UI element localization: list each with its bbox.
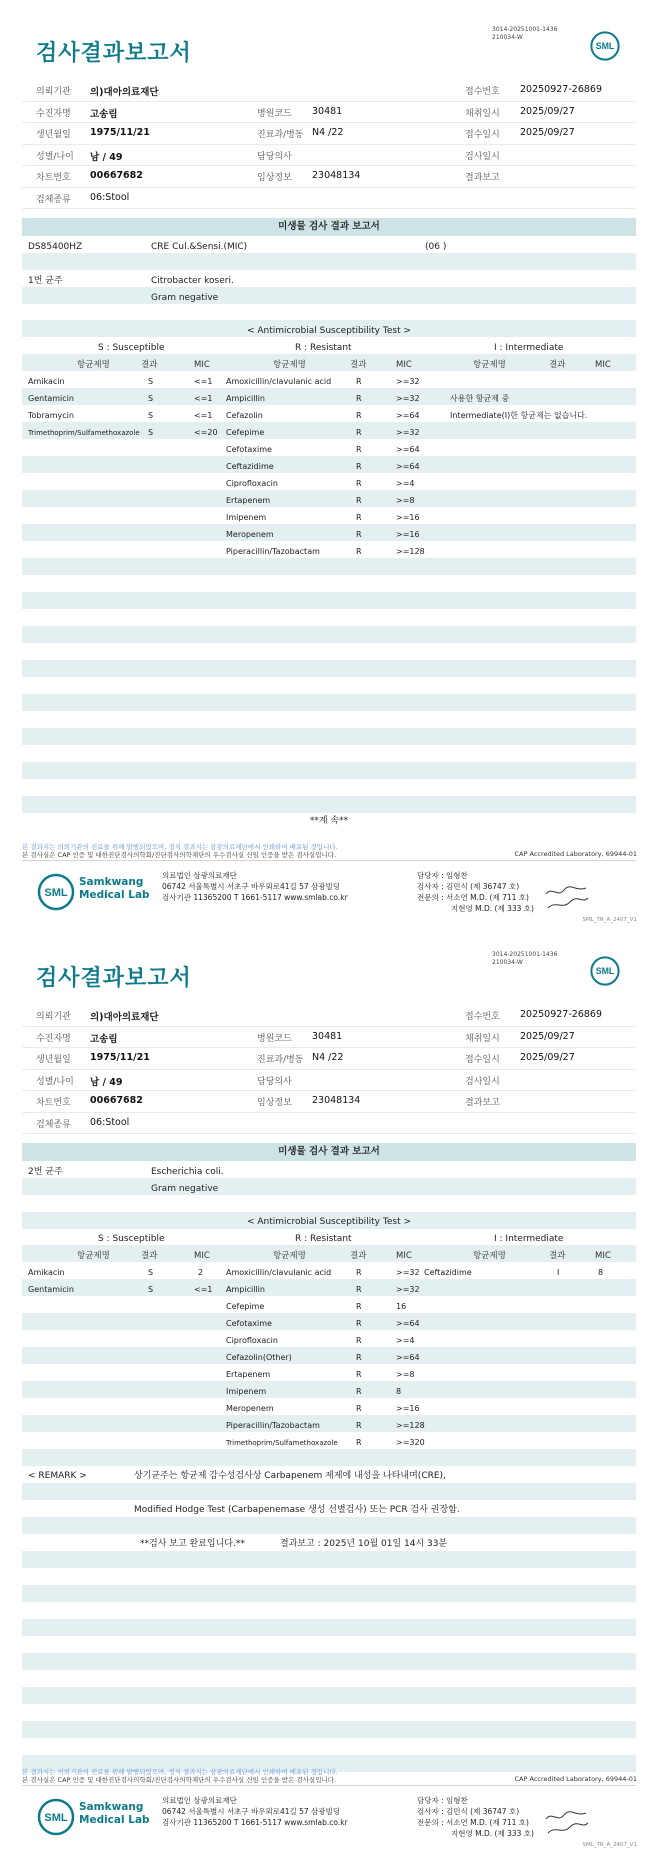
test-name: CRE Cul.&Sensi.(MIC) xyxy=(151,242,248,252)
department: N4 /22 xyxy=(312,1052,344,1063)
drug-mic: >=320 xyxy=(396,1438,425,1447)
drug-name: Cefepime xyxy=(226,428,265,437)
col-header-result: 결과 xyxy=(350,1251,367,1261)
remark-label: < REMARK > xyxy=(28,1471,87,1481)
receipt-number: 20250927-26869 xyxy=(520,84,603,95)
drug-mic: <=1 xyxy=(194,394,213,403)
ast-legend-s: S : Susceptible xyxy=(98,1234,165,1244)
label: 담당의사 xyxy=(257,151,292,162)
drug-name: Trimethoprim/Sulfamethoxazole xyxy=(28,429,140,437)
label: 접수번호 xyxy=(465,1012,500,1022)
sml-lab-logo-icon xyxy=(36,872,76,912)
department: N4 /22 xyxy=(312,127,344,138)
label: 접수일시 xyxy=(465,1055,500,1065)
drug-result: S xyxy=(148,428,154,437)
drug-result: R xyxy=(356,1285,362,1294)
page-title: 검사결과보고서 xyxy=(36,966,192,991)
drug-mic: >=8 xyxy=(396,496,415,505)
label: 결과보고 xyxy=(465,173,500,183)
drug-result: R xyxy=(356,496,362,505)
staff-line: 전문의 : 서소연 M.D. (제 711 호) xyxy=(417,1818,529,1827)
lab-name-line2: Medical Lab xyxy=(79,889,150,901)
col-header-drug: 항균제명 xyxy=(273,360,306,370)
drug-result: R xyxy=(356,1421,362,1430)
drug-result: R xyxy=(356,513,362,522)
info-row xyxy=(22,145,636,167)
staff-line: 검사자 : 김민식 (제 36747 호) xyxy=(417,882,520,891)
drug-name: Tobramycin xyxy=(28,411,74,420)
label: 차트번호 xyxy=(36,173,71,183)
drug-result: R xyxy=(356,394,362,403)
drug-result: R xyxy=(356,479,362,488)
drug-name: Cefazolin xyxy=(226,411,263,420)
footer xyxy=(22,1787,636,1847)
drug-result: R xyxy=(356,1319,362,1328)
row-band xyxy=(22,1687,636,1704)
drug-name: Ampicillin xyxy=(226,394,265,403)
label: 채취일시 xyxy=(465,1033,500,1044)
drug-result: R xyxy=(356,462,362,471)
requesting-org: 의)대아의료재단 xyxy=(90,1012,159,1023)
row-band xyxy=(22,626,636,643)
drug-name: Gentamicin xyxy=(28,394,74,403)
row-band xyxy=(22,1313,636,1330)
drug-result: R xyxy=(356,1268,362,1277)
lab-address xyxy=(162,870,348,903)
result-time: 결과보고 : 2025년 10월 01일 14시 33분 xyxy=(280,1539,448,1549)
row-band xyxy=(22,1483,636,1500)
label: 진료과/병동 xyxy=(257,130,304,140)
ast-legend-i: I : Intermediate xyxy=(494,343,564,353)
birth-date: 1975/11/21 xyxy=(90,1052,150,1063)
row-band xyxy=(22,1585,636,1602)
drug-result: R xyxy=(356,377,362,386)
row-band xyxy=(22,490,636,507)
chart-number: 00667682 xyxy=(90,170,143,181)
footer-accreditation: 본 검사실은 CAP 인증 및 대한진단검사의학회/진단검사의학재단의 우수검사실 신임 인증을 받은 검사실입니다. xyxy=(22,851,337,859)
label: 담당의사 xyxy=(257,1076,292,1087)
row-band xyxy=(22,1279,636,1296)
organism-label: 1번 균주 xyxy=(28,276,63,286)
drug-result: S xyxy=(148,394,154,403)
drug-result: S xyxy=(148,377,154,386)
svg-text:SML: SML xyxy=(44,887,68,899)
footer xyxy=(22,862,636,922)
col-header-mic: MIC xyxy=(396,1251,412,1261)
row-band xyxy=(22,694,636,711)
drug-mic: 8 xyxy=(598,1268,604,1277)
svg-text:SML: SML xyxy=(44,1812,68,1824)
drug-name: Ciprofloxacin xyxy=(226,1336,278,1345)
drug-name: Cefepime xyxy=(226,1302,265,1311)
drug-mic: >=32 xyxy=(396,1268,420,1277)
note-line: 사용한 항균제 중 xyxy=(450,394,510,403)
drug-name: Amoxicillin/clavulanic acid xyxy=(226,1268,332,1277)
row-band xyxy=(22,728,636,745)
doc-code-line1: 3014-20251001-1436 xyxy=(492,26,558,33)
svg-text:SML: SML xyxy=(595,966,615,977)
info-row xyxy=(22,123,636,145)
row-band xyxy=(22,558,636,575)
row-band xyxy=(22,1653,636,1670)
birth-date: 1975/11/21 xyxy=(90,127,150,138)
col-header-mic: MIC xyxy=(396,360,412,370)
doc-code-line2: 210034-W xyxy=(492,959,523,966)
lab-name xyxy=(79,876,150,902)
doc-code-line2: 210034-W xyxy=(492,34,523,41)
continued-marker: **계 속** xyxy=(309,816,349,826)
address-line: 의료법인 삼광의료재단 xyxy=(162,871,237,880)
row-band xyxy=(22,1347,636,1364)
info-row xyxy=(22,1113,636,1135)
drug-name: Ceftazidime xyxy=(424,1268,472,1277)
drug-name: Ceftazidime xyxy=(226,462,274,471)
drug-result: R xyxy=(356,1353,362,1362)
hospital-code: 30481 xyxy=(312,105,343,117)
drug-result: R xyxy=(356,411,362,420)
drug-result: R xyxy=(356,445,362,454)
drug-name: Ertapenem xyxy=(226,496,271,505)
info-row xyxy=(22,166,636,188)
drug-name: Ampicillin xyxy=(226,1285,265,1294)
cap-accreditation: CAP Accredited Laboratory, 69944-01 xyxy=(514,1775,637,1783)
staff-line: 담당자 : 임형찬 xyxy=(417,871,468,880)
info-row xyxy=(22,188,636,210)
drug-mic: >=16 xyxy=(396,530,420,539)
label: 의뢰기관 xyxy=(36,87,71,97)
drug-result: R xyxy=(356,428,362,437)
drug-mic: >=128 xyxy=(396,547,425,556)
staff-line: 검사자 : 김민식 (제 36747 호) xyxy=(417,1807,520,1816)
drug-mic: >=32 xyxy=(396,394,420,403)
address-line: 06742 서울특별시 서초구 바우뫼로41길 57 삼광빌딩 xyxy=(162,882,341,891)
row-band xyxy=(22,762,636,779)
info-row xyxy=(22,1027,636,1049)
drug-mic: >=4 xyxy=(396,479,415,488)
drug-mic: >=32 xyxy=(396,377,420,386)
info-row xyxy=(22,1048,636,1070)
drug-mic: 8 xyxy=(396,1387,402,1396)
col-header-result: 결과 xyxy=(549,1251,566,1261)
page-title: 검사결과보고서 xyxy=(36,41,192,66)
lab-name-line1: Samkwang xyxy=(79,1801,144,1813)
drug-result: R xyxy=(356,1336,362,1345)
collection-date: 2025/09/27 xyxy=(520,1030,575,1042)
organism-label: 2번 균주 xyxy=(28,1167,63,1177)
row-band xyxy=(22,660,636,677)
drug-name: Trimethoprim/Sulfamethoxazole xyxy=(226,1439,338,1447)
drug-name: Cefazolin(Other) xyxy=(226,1353,292,1362)
row-band xyxy=(22,1619,636,1636)
receipt-number: 20250927-26869 xyxy=(520,1009,603,1020)
label: 진료과/병동 xyxy=(257,1055,304,1065)
label: 생년월일 xyxy=(36,130,71,140)
drug-result: R xyxy=(356,1387,362,1396)
address-line: 의료법인 삼광의료재단 xyxy=(162,1796,237,1805)
label: 검사일시 xyxy=(465,1076,500,1087)
doc-code xyxy=(492,26,557,42)
drug-name: Amikacin xyxy=(28,1268,65,1277)
patient-name: 고송림 xyxy=(90,1033,118,1045)
drug-result: S xyxy=(148,411,154,420)
col-header-mic: MIC xyxy=(595,1251,611,1261)
drug-mic: >=64 xyxy=(396,1353,420,1362)
drug-result: I xyxy=(557,1268,560,1277)
sml-lab-logo-icon xyxy=(36,1797,76,1837)
drug-mic: <=1 xyxy=(194,411,213,420)
drug-name: Amikacin xyxy=(28,377,65,386)
ast-title: < Antimicrobial Susceptibility Test > xyxy=(247,1217,411,1227)
gram-stain: Gram negative xyxy=(151,1184,219,1194)
drug-mic: 16 xyxy=(396,1302,407,1311)
row-band xyxy=(22,354,636,371)
patient-info xyxy=(22,1005,636,1134)
drug-result: R xyxy=(356,547,362,556)
address-line: 검사기관 11365200 T 1661-5117 www.smlab.co.kr xyxy=(162,1818,348,1827)
drug-name: Meropenem xyxy=(226,1404,274,1413)
label: 성별/나이 xyxy=(36,151,74,162)
drug-mic: >=32 xyxy=(396,1285,420,1294)
doc-code xyxy=(492,951,557,967)
label: 채취일시 xyxy=(465,108,500,119)
row-band xyxy=(22,388,636,405)
specimen-type: 06:Stool xyxy=(90,191,130,203)
receipt-date: 2025/09/27 xyxy=(520,1052,575,1063)
col-header-mic: MIC xyxy=(194,1251,210,1261)
drug-mic: <=20 xyxy=(194,428,218,437)
chart-number: 00667682 xyxy=(90,1095,143,1106)
report-section-title: 미생물 검사 결과 보고서 xyxy=(22,218,636,236)
lab-staff xyxy=(417,1795,534,1839)
ast-title: < Antimicrobial Susceptibility Test > xyxy=(247,326,411,336)
info-row xyxy=(22,1070,636,1092)
sml-logo-icon xyxy=(589,30,621,62)
footer-disclaimer: 본 결과지는 의뢰기관의 진료를 위해 발행되었으며, 정식 결과지는 삼광의료재단에서 인쇄하여 배포된 것입니다. xyxy=(22,1768,338,1776)
footer-divider xyxy=(22,1785,636,1786)
organism-name: Citrobacter koseri. xyxy=(151,276,234,286)
drug-mic: <=1 xyxy=(194,1285,213,1294)
row-band xyxy=(22,592,636,609)
footer-disclaimer: 본 결과지는 의뢰기관의 진료를 위해 발행되었으며, 정식 결과지는 삼광의료재단에서 인쇄하여 배포된 것입니다. xyxy=(22,843,338,851)
signature-icon xyxy=(542,1807,592,1837)
staff-line: 담당자 : 임형찬 xyxy=(417,1796,468,1805)
info-row xyxy=(22,102,636,124)
collection-date: 2025/09/27 xyxy=(520,105,575,117)
info-row xyxy=(22,1091,636,1113)
row-band xyxy=(22,287,636,304)
col-header-mic: MIC xyxy=(595,360,611,370)
col-header-result: 결과 xyxy=(141,1251,158,1261)
drug-mic: >=16 xyxy=(396,1404,420,1413)
info-row xyxy=(22,1005,636,1027)
ast-legend-r: R : Resistant xyxy=(295,1234,352,1244)
row-band xyxy=(22,1178,636,1195)
label: 검체종류 xyxy=(36,1119,71,1130)
drug-mic: >=8 xyxy=(396,1370,415,1379)
lab-name-line1: Samkwang xyxy=(79,876,144,888)
hospital-code: 30481 xyxy=(312,1030,343,1042)
label: 성별/나이 xyxy=(36,1076,74,1087)
label: 결과보고 xyxy=(465,1098,500,1108)
row-band xyxy=(22,1245,636,1262)
drug-mic: >=64 xyxy=(396,462,420,471)
row-band xyxy=(22,1415,636,1432)
report-section-title: 미생물 검사 결과 보고서 xyxy=(22,1143,636,1161)
drug-result: S xyxy=(148,1285,154,1294)
organism-name: Escherichia coli. xyxy=(151,1167,224,1177)
footer-divider xyxy=(22,860,636,861)
drug-result: R xyxy=(356,1370,362,1379)
report-complete: **검사 보고 완료입니다.** xyxy=(140,1539,245,1549)
row-band xyxy=(22,796,636,813)
label: 수진자명 xyxy=(36,108,71,119)
drug-result: R xyxy=(356,1404,362,1413)
drug-name: Meropenem xyxy=(226,530,274,539)
sex-age: 남 / 49 xyxy=(90,1076,123,1088)
drug-name: Cefotaxime xyxy=(226,1319,272,1328)
row-band xyxy=(22,1381,636,1398)
ast-legend-i: I : Intermediate xyxy=(494,1234,564,1244)
drug-name: Piperacillin/Tazobactam xyxy=(226,547,320,556)
drug-name: Piperacillin/Tazobactam xyxy=(226,1421,320,1430)
address-line: 06742 서울특별시 서초구 바우뫼로41길 57 삼광빌딩 xyxy=(162,1807,341,1816)
col-header-drug: 항균제명 xyxy=(77,360,110,370)
requesting-org: 의)대아의료재단 xyxy=(90,87,159,98)
label: 수진자명 xyxy=(36,1033,71,1044)
drug-result: S xyxy=(148,1268,154,1277)
test-number: (06 ) xyxy=(425,242,447,252)
doc-code-line1: 3014-20251001-1436 xyxy=(492,951,558,958)
staff-line: 전문의 : 서소연 M.D. (제 711 호) xyxy=(417,893,529,902)
label: 병원코드 xyxy=(257,108,292,119)
patient-info xyxy=(22,80,636,209)
col-header-mic: MIC xyxy=(194,360,210,370)
remark-line: Modified Hodge Test (Carbapenemase 생성 선별검사) 또는 PCR 검사 권장함. xyxy=(134,1505,460,1515)
patient-name: 고송림 xyxy=(90,108,118,120)
drug-mic: >=4 xyxy=(396,1336,415,1345)
note-line: Intermediate(I)한 항균제는 없습니다. xyxy=(450,411,588,420)
lab-address xyxy=(162,1795,348,1828)
row-band xyxy=(22,1449,636,1466)
label: 검사일시 xyxy=(465,151,500,162)
label: 접수번호 xyxy=(465,87,500,97)
form-version: SML_TR_A_2407_V1 xyxy=(582,917,637,923)
drug-result: R xyxy=(356,1302,362,1311)
ast-legend-r: R : Resistant xyxy=(295,343,352,353)
gram-stain: Gram negative xyxy=(151,293,219,303)
footer-accreditation: 본 검사실은 CAP 인증 및 대한진단검사의학회/진단검사의학재단의 우수검사실 신임 인증을 받은 검사실입니다. xyxy=(22,1776,337,1784)
drug-mic: <=1 xyxy=(194,377,213,386)
ast-legend-s: S : Susceptible xyxy=(98,343,165,353)
lab-staff xyxy=(417,870,534,914)
drug-result: R xyxy=(356,1438,362,1447)
lab-name xyxy=(79,1801,150,1827)
label: 차트번호 xyxy=(36,1098,71,1108)
drug-mic: >=64 xyxy=(396,445,420,454)
drug-name: Gentamicin xyxy=(28,1285,74,1294)
remark-line: 상기균주는 항균제 감수성검사상 Carbapenem 제제에 내성을 나타내며(CRE), xyxy=(134,1471,446,1481)
row-band xyxy=(22,253,636,270)
clinical-info: 23048134 xyxy=(312,170,361,181)
row-band xyxy=(22,456,636,473)
row-band xyxy=(22,524,636,541)
drug-name: Imipenem xyxy=(226,513,267,522)
report-page-2 xyxy=(0,925,655,1850)
specimen-type: 06:Stool xyxy=(90,1116,130,1128)
row-band xyxy=(22,1517,636,1534)
drug-name: Ertapenem xyxy=(226,1370,271,1379)
info-row xyxy=(22,80,636,102)
test-code: DS85400HZ xyxy=(28,242,83,252)
svg-text:SML: SML xyxy=(595,41,615,52)
label: 검체종류 xyxy=(36,194,71,205)
label: 임상정보 xyxy=(257,1098,292,1108)
staff-line: 지현영 M.D. (제 333 호) xyxy=(451,1829,534,1838)
drug-mic: >=16 xyxy=(396,513,420,522)
signature-icon xyxy=(542,882,592,912)
drug-name: Amoxicillin/clavulanic acid xyxy=(226,377,332,386)
receipt-date: 2025/09/27 xyxy=(520,127,575,138)
sml-logo-icon xyxy=(589,955,621,987)
row-band xyxy=(22,1551,636,1568)
drug-mic: >=128 xyxy=(396,1421,425,1430)
form-version: SML_TR_A_2407_V1 xyxy=(582,1842,637,1848)
label: 접수일시 xyxy=(465,130,500,140)
row-band xyxy=(22,1721,636,1738)
staff-line: 지현영 M.D. (제 333 호) xyxy=(451,904,534,913)
drug-mic: >=64 xyxy=(396,1319,420,1328)
drug-name: Cefotaxime xyxy=(226,445,272,454)
cap-accreditation: CAP Accredited Laboratory, 69944-01 xyxy=(514,850,637,858)
col-header-result: 결과 xyxy=(141,360,158,370)
label: 의뢰기관 xyxy=(36,1012,71,1022)
col-header-drug: 항균제명 xyxy=(473,360,506,370)
label: 생년월일 xyxy=(36,1055,71,1065)
sex-age: 남 / 49 xyxy=(90,151,123,163)
col-header-result: 결과 xyxy=(549,360,566,370)
col-header-drug: 항균제명 xyxy=(273,1251,306,1261)
col-header-drug: 항균제명 xyxy=(77,1251,110,1261)
col-header-drug: 항균제명 xyxy=(473,1251,506,1261)
label: 임상정보 xyxy=(257,173,292,183)
drug-result: R xyxy=(356,530,362,539)
drug-mic: >=32 xyxy=(396,428,420,437)
drug-mic: 2 xyxy=(198,1268,204,1277)
col-header-result: 결과 xyxy=(350,360,367,370)
drug-name: Ciprofloxacin xyxy=(226,479,278,488)
label: 병원코드 xyxy=(257,1033,292,1044)
drug-name: Imipenem xyxy=(226,1387,267,1396)
address-line: 검사기관 11365200 T 1661-5117 www.smlab.co.kr xyxy=(162,893,348,902)
clinical-info: 23048134 xyxy=(312,1095,361,1106)
drug-mic: >=64 xyxy=(396,411,420,420)
lab-name-line2: Medical Lab xyxy=(79,1814,150,1826)
